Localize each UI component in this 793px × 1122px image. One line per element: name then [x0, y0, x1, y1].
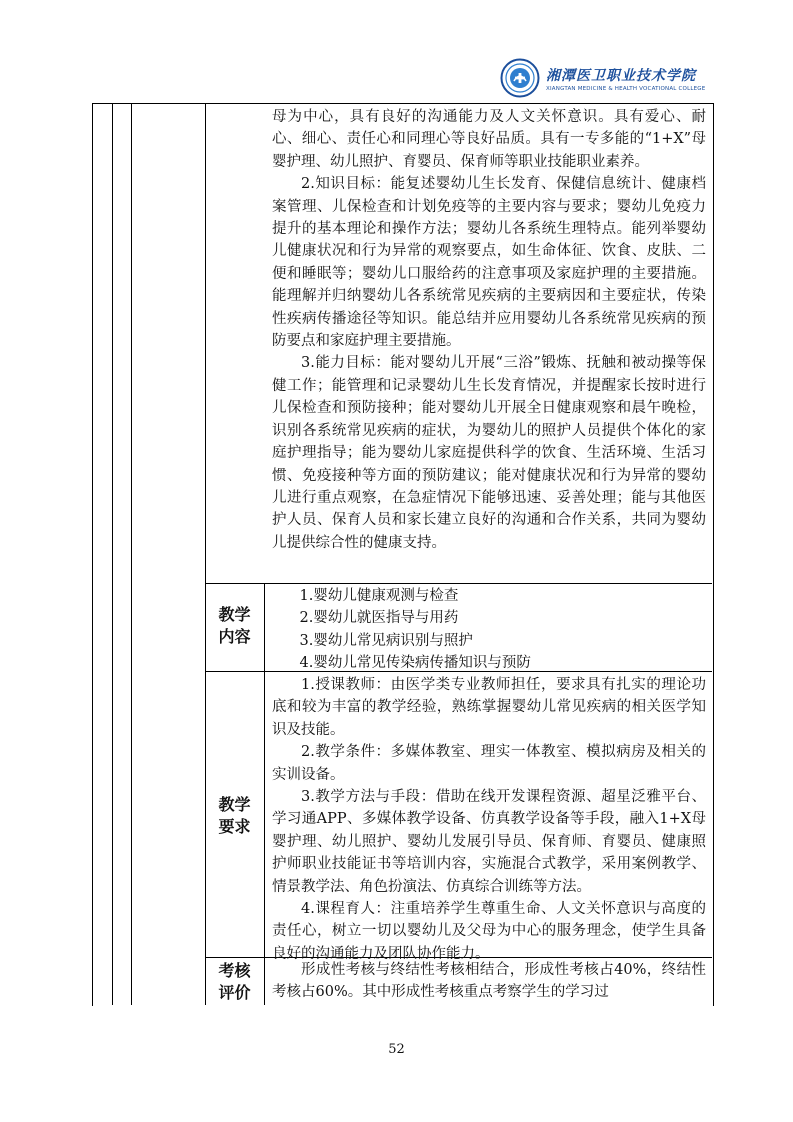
- column-divider: [131, 103, 132, 1005]
- teaching-requirements-label: 教学 要求: [218, 795, 251, 836]
- college-emblem-icon: [500, 58, 540, 98]
- list-item: 1.婴幼儿健康观测与检查: [299, 588, 459, 604]
- list-item: 3.婴幼儿常见病识别与照护: [299, 632, 473, 649]
- college-name-en: XIANGTAN MEDICINE & HEALTH VOCATIONAL COLLEGE: [546, 85, 706, 92]
- requirement-conditions: 2.教学条件：多媒体教室、理实一体教室、模拟病房及相关的实训设备。: [272, 744, 706, 783]
- requirement-methods: 3.教学方法与手段：借助在线开发课程资源、超星泛雅平台、学习通APP、多媒体教学设备、仿真教学设备等手段，融入1+X母婴护理、幼儿照护、婴幼儿发展引导员、保育师、育婴员、健康照护师职业技能证书等培训内容，实施混合式教学，采用案例教学、情景教学法、角色扮演法、仿真综合训练等方法。: [272, 789, 706, 895]
- course-objectives: [272, 106, 706, 554]
- teaching-content-list: [272, 585, 706, 675]
- column-divider: [264, 583, 265, 1005]
- ability-objectives: 3.能力目标：能对婴幼儿开展“三浴”锻炼、抚触和被动操等保健工作；能管理和记录婴幼儿生长发育情况，并提醒家长按时进行儿保检查和预防接种；能对婴幼儿开展全日健康观察和晨午晚检，识别各系统常见疾病的症状，为婴幼儿的照护人员提供个体化的家庭护理指导；能为婴幼儿家庭提供科学的饮食、生活环境、生活习惯、免疫接种等方面的预防建议；能对健康状况和行为异常的婴幼儿进行重点观察，在急症情况下能够迅速、妥善处理；能与其他医护人员、保育人员和家长建立良好的沟通和合作关系，共同为婴幼儿提供综合性的健康支持。: [272, 355, 706, 551]
- page-number: 52: [388, 1042, 405, 1057]
- list-item: 2.婴幼儿就医指导与用药: [299, 610, 459, 627]
- requirement-education: 4.课程育人：注重培养学生尊重生命、人文关怀意识与高度的责任心，树立一切以婴幼儿及父母为中心的服务理念，使学生具备良好的沟通能力及团队协作能力。: [272, 901, 706, 962]
- college-logo: [500, 58, 705, 98]
- teaching-requirements: [272, 674, 706, 965]
- objectives-paragraph: 母为中心，具有良好的沟通能力及人文关怀意识。具有爱心、耐心、细心、责任心和同理心等良好品质。具有一专多能的“1+X”母婴护理、幼儿照护、育婴员、保育师等职业技能职业素养。: [272, 109, 706, 170]
- row-divider: [205, 583, 712, 584]
- knowledge-objectives: 2.知识目标：能复述婴幼儿生长发育、保健信息统计、健康档案管理、儿保检查和计划免疫等的主要内容与要求；婴幼儿免疫力提升的基本理论和操作方法；婴幼儿各系统生理特点。能列举婴幼儿健康状况和行为异常的观察要点，如生命体征、饮食、皮肤、二便和睡眠等；婴幼儿口服给药的注意事项及家庭护理的主要措施。能理解并归纳婴幼儿各系统常见疾病的主要病因和主要症状，传染性疾病传播途径等知识。能总结并应用婴幼儿各系统常见疾病的预防要点和家庭护理主要措施。: [272, 176, 706, 350]
- column-divider: [112, 103, 113, 1005]
- assessment-text: 形成性考核与终结性考核相结合，形成性考核占40%，终结性考核占60%。其中形成性考核重点考察学生的学习过: [272, 962, 706, 1001]
- assessment-text-block: [272, 959, 706, 1004]
- requirement-teacher: 1.授课教师：由医学类专业教师担任，要求具有扎实的理论功底和较为丰富的教学经验，熟练掌握婴幼儿常见疾病的相关医学知识及技能。: [272, 677, 706, 738]
- teaching-content-label: 教学 内容: [218, 605, 251, 646]
- assessment-label: 考核 评价: [218, 961, 251, 1002]
- college-name-cn: 湘潭医卫职业技术学院: [546, 67, 696, 84]
- column-divider: [205, 103, 206, 1005]
- list-item: 4.婴幼儿常见传染病传播知识与预防: [299, 655, 531, 672]
